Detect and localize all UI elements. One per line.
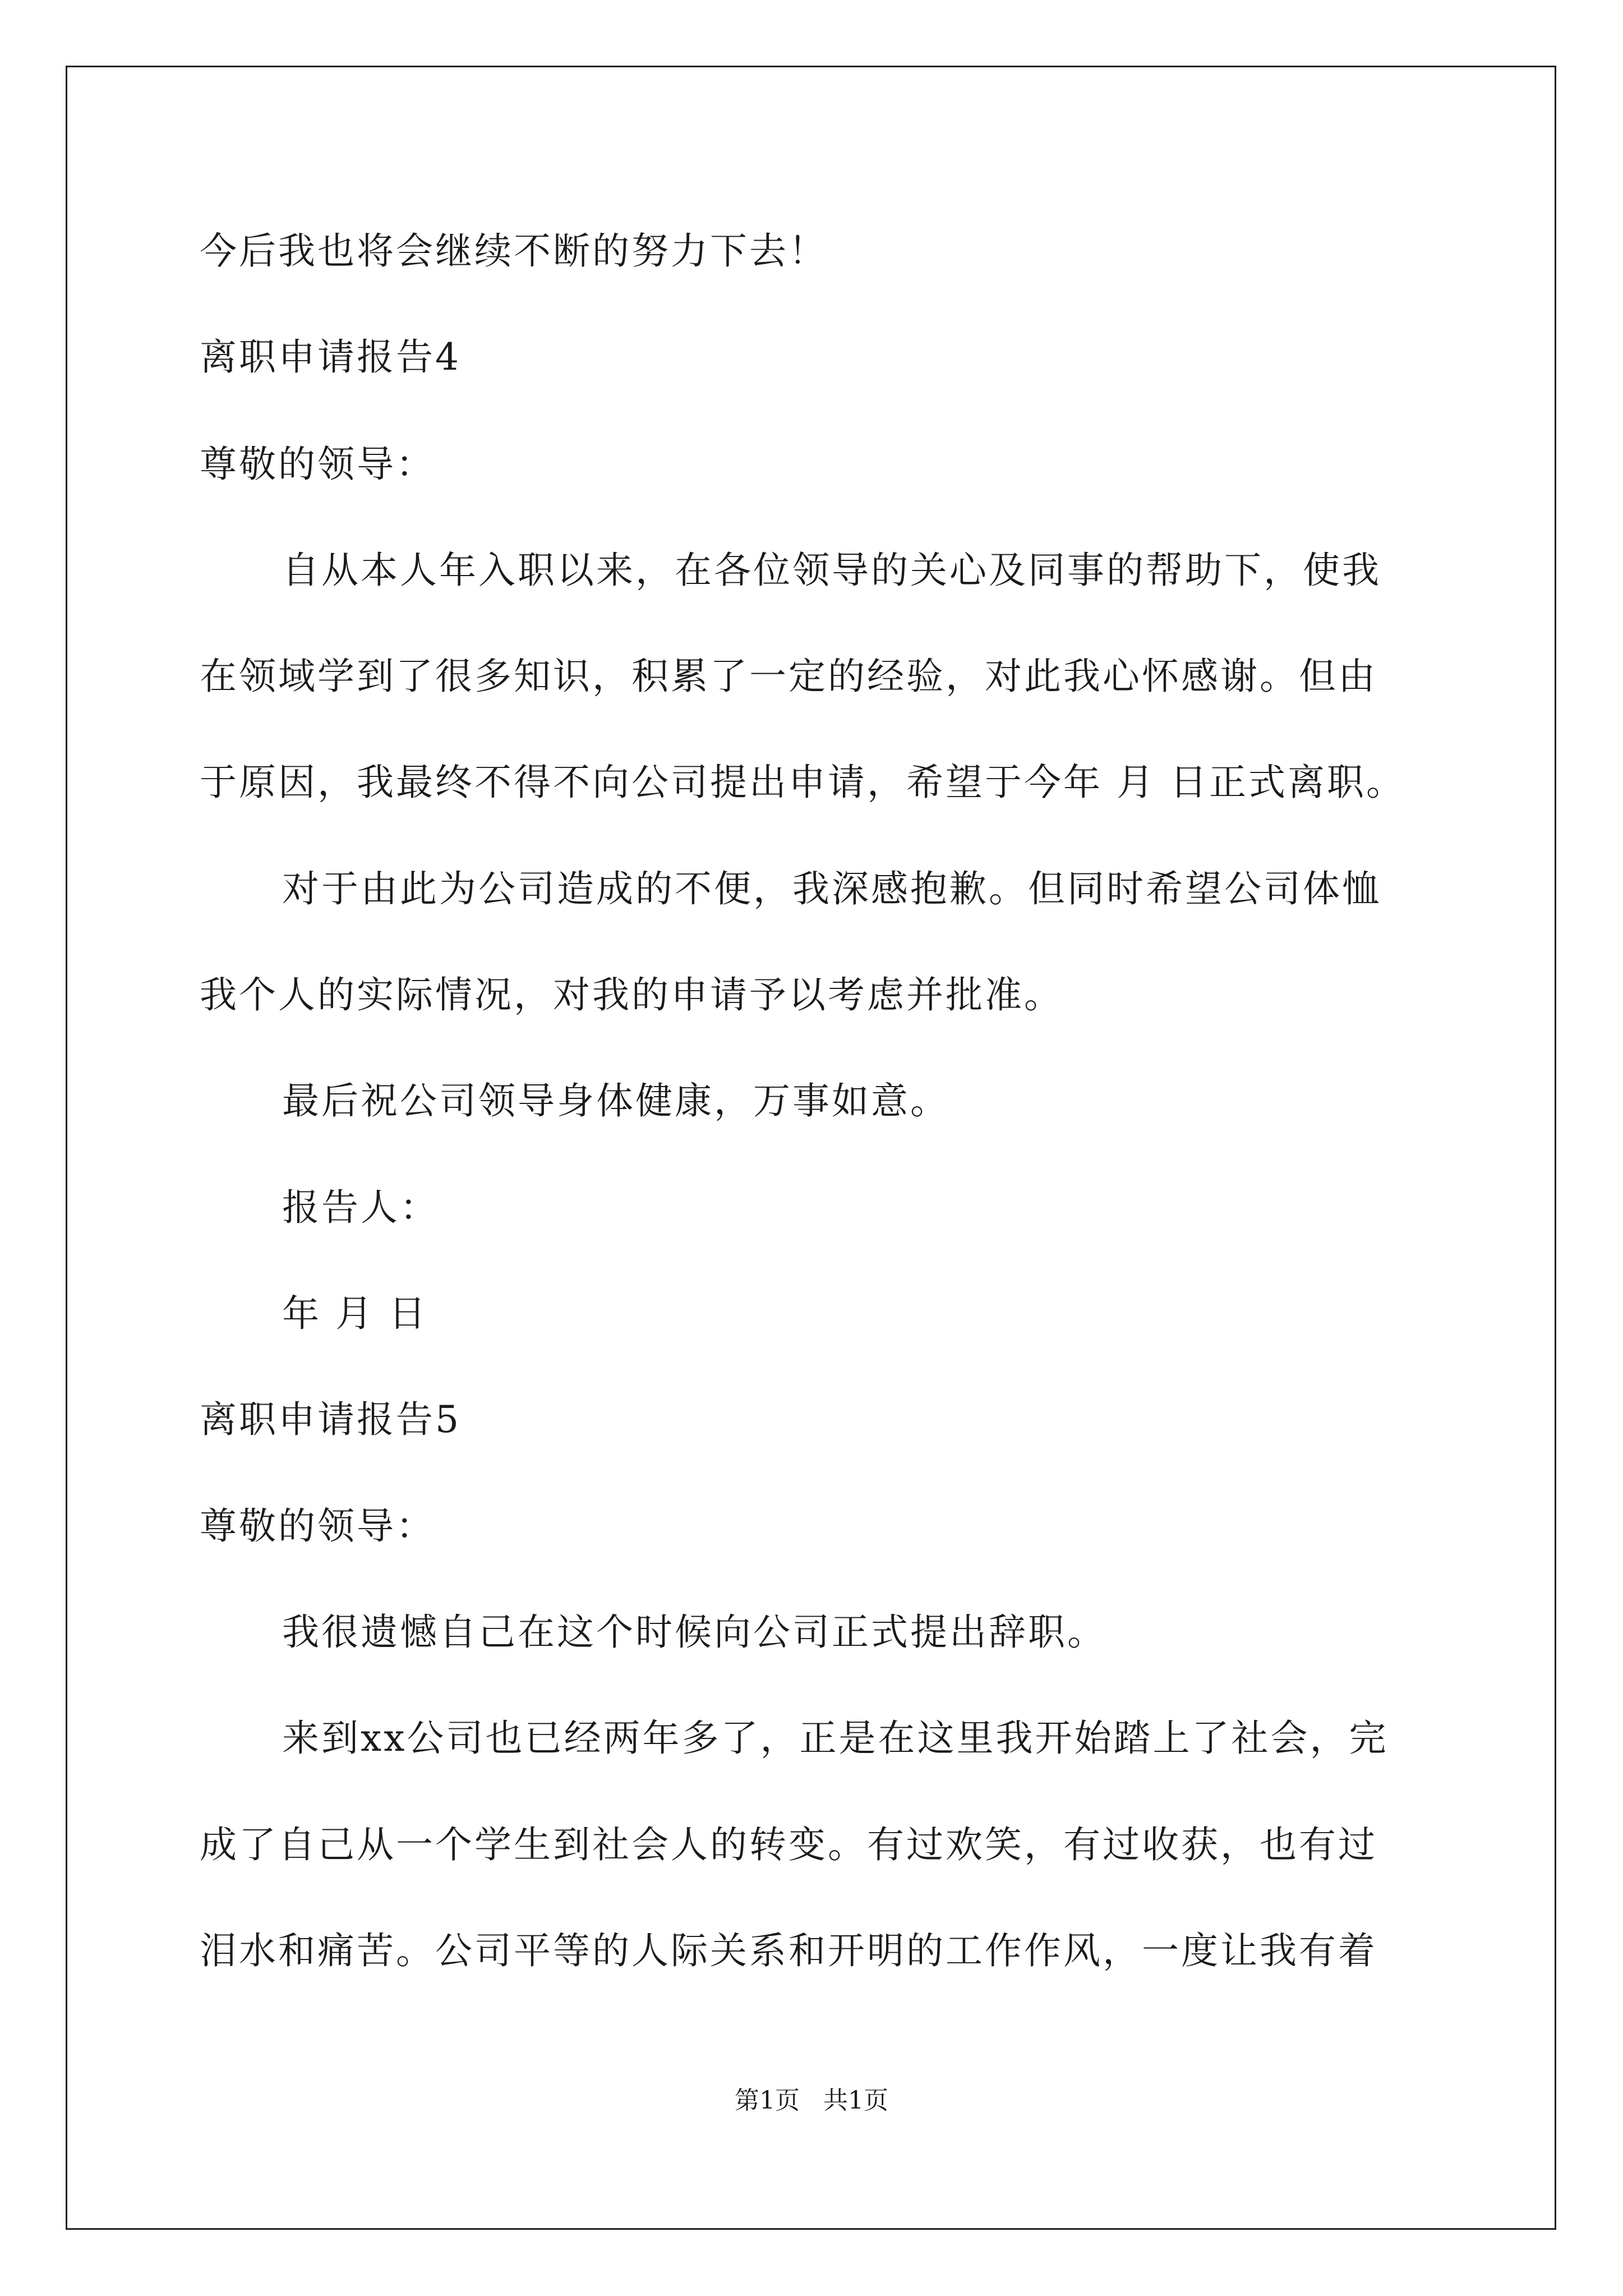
body-line: 最后祝公司领导身体健康，万事如意。	[282, 1079, 949, 1122]
body-line: 来到xx公司也已经两年多了，正是在这里我开始踏上了社会，完	[282, 1717, 1389, 1760]
page-border	[66, 66, 1556, 2230]
body-line: 于原因，我最终不得不向公司提出申请，希望于今年 月 日正式离职。	[200, 761, 1405, 804]
body-line: 我个人的实际情况，对我的申请予以考虑并批准。	[200, 973, 1063, 1016]
body-line: 我很遗憾自己在这个时候向公司正式提出辞职。	[282, 1611, 1106, 1654]
body-line: 泪水和痛苦。公司平等的人际关系和开明的工作作风，一度让我有着	[200, 1929, 1377, 1972]
body-line: 对于由此为公司造成的不便，我深感抱歉。但同时希望公司体恤	[282, 867, 1381, 910]
reporter-label: 报告人：	[282, 1186, 439, 1229]
salutation-4: 尊敬的领导：	[200, 443, 435, 486]
section-heading-4: 离职申请报告4	[200, 335, 461, 379]
section-heading-5: 离职申请报告5	[200, 1398, 461, 1441]
salutation-5: 尊敬的领导：	[200, 1504, 435, 1548]
body-line: 成了自己从一个学生到社会人的转变。有过欢笑，有过收获，也有过	[200, 1823, 1377, 1866]
body-line: 在领域学到了很多知识，积累了一定的经验，对此我心怀感谢。但由	[200, 655, 1377, 698]
closing-sentence: 今后我也将会继续不断的努力下去！	[200, 229, 828, 273]
body-line: 自从本人年入职以来，在各位领导的关心及同事的帮助下，使我	[282, 549, 1381, 592]
date-line: 年 月 日	[282, 1292, 428, 1335]
page-number-footer: 第1页 共1页	[735, 2086, 888, 2115]
